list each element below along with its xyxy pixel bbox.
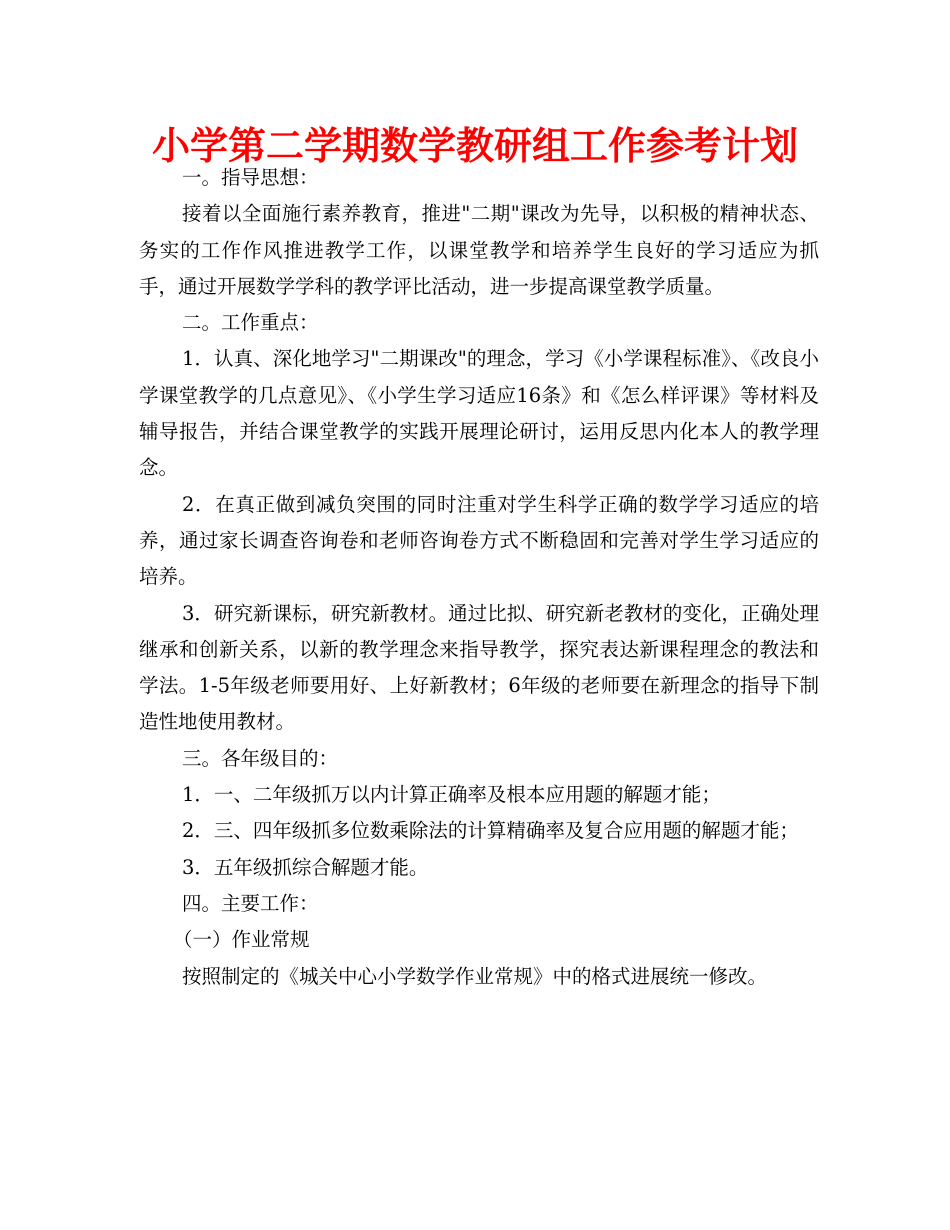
document-body [139, 160, 819, 995]
paragraph-focus-item-3: 3．研究新课标，研究新教材。通过比拟、研究新老教材的变化，正确处理继承和创新关系，以新的教学理念来指导教学，探究表达新课程理念的教法和学法。1-5年级老师要用好、上好新教材；6年级的老师要在新理念的指导下制造性地使用教材。 [139, 601, 819, 734]
paragraph-grade-goal-1: 1．一、二年级抓万以内计算正确率及根本应用题的解题才能； [182, 783, 721, 807]
section-heading-grade-goals: 三。各年级目的： [182, 746, 339, 770]
paragraph-focus-item-2: 2．在真正做到减负突围的同时注重对学生科学正确的数学学习适应的培养，通过家长调查咨询卷和老师咨询卷方式不断稳固和完善对学生学习适应的培养。 [139, 492, 819, 589]
paragraph-grade-goal-3: 3．五年级抓综合解题才能。 [182, 855, 429, 879]
section-heading-guiding-thought: 一。指导思想： [182, 166, 319, 189]
document-title: 小学第二学期数学教研组工作参考计划 [151, 124, 798, 168]
paragraph-focus-item-1: 1．认真、深化地学习"二期课改"的理念，学习《小学课程标准》、《改良小学课堂教学的几点意见》、《小学生学习适应16条》和《怎么样评课》等材料及辅导报告，并结合课堂教学的实践开展理论研讨，运用反思内化本人的教学理念。 [139, 347, 819, 480]
section-heading-work-focus: 二。工作重点： [182, 311, 319, 335]
section-heading-main-work: 四。主要工作： [182, 891, 319, 915]
paragraph-homework-routine: 按照制定的《城关中心小学数学作业常规》中的格式进展统一修改。 [182, 964, 768, 988]
paragraph-guiding-thought: 接着以全面施行素养教育，推进"二期"课改为先导，以积极的精神状态、务实的工作作风推进教学工作，以课堂教学和培养学生良好的学习适应为抓手，通过开展数学学科的教学评比活动，进一步提高课堂教学质量。 [139, 202, 819, 298]
paragraph-grade-goal-2: 2．三、四年级抓多位数乘除法的计算精确率及复合应用题的解题才能； [182, 819, 799, 843]
subsection-heading-homework-routine: （一）作业常规 [173, 928, 310, 952]
